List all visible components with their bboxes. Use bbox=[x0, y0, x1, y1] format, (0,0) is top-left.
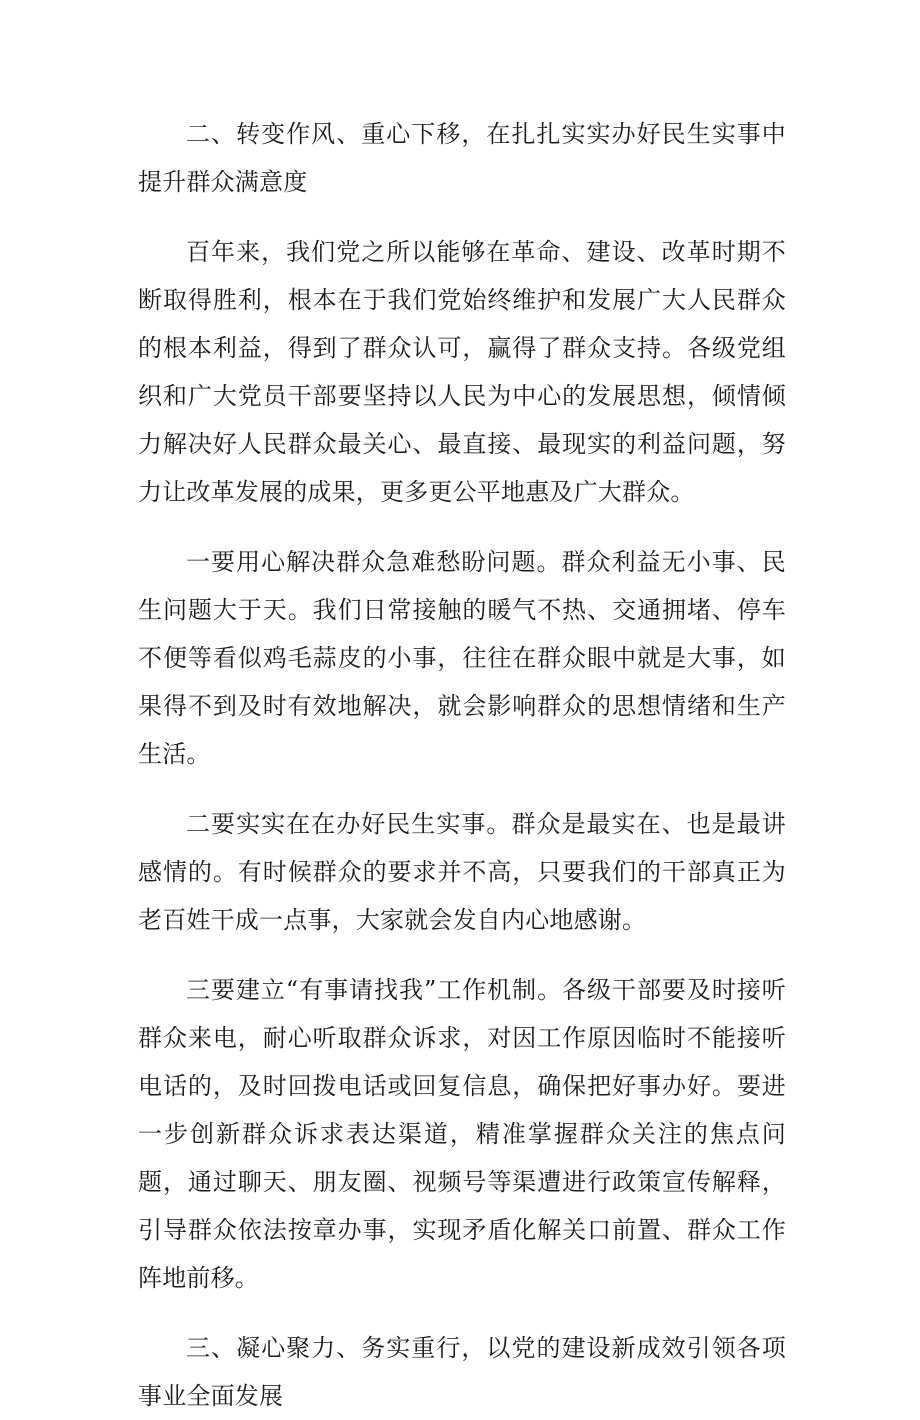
section-heading-3: 三、凝心聚力、务实重行，以党的建设新成效引领各项事业全面发展 bbox=[138, 1334, 786, 1410]
body-paragraph: 百年来，我们党之所以能够在革命、建设、改革时期不断取得胜利，根本在于我们党始终维护和发展广大人民群众的根本利益，得到了群众认可，赢得了群众支持。各级党组织和广大党员干部要坚持以人民为中心的发展思想，倾情倾力解决好人民群众最关心、最直接、最现实的利益问题，努力让改革发展的成果，更多更公平地惠及广大群众。 bbox=[138, 238, 786, 506]
body-paragraph: 二要实实在在办好民生实事。群众是最实在、也是最讲感情的。有时候群众的要求并不高，只要我们的干部真正为老百姓干成一点事，大家就会发自内心地感谢。 bbox=[138, 810, 786, 934]
document-body bbox=[138, 110, 786, 1420]
section-heading-2: 二、转变作风、重心下移，在扎扎实实办好民生实事中提升群众满意度 bbox=[138, 120, 786, 196]
body-paragraph: 三要建立“有事请找我”工作机制。各级干部要及时接听群众来电，耐心听取群众诉求，对因工作原因临时不能接听电话的，及时回拨电话或回复信息，确保把好事办好。要进一步创新群众诉求表达渠道，精准掌握群众关注的焦点问题，通过聊天、朋友圈、视频号等渠遭进行政策宣传解释，引导群众依法按章办事，实现矛盾化解关口前置、群众工作阵地前移。 bbox=[138, 976, 786, 1292]
body-paragraph: 一要用心解决群众急难愁盼问题。群众利益无小事、民生问题大于天。我们日常接触的暖气不热、交通拥堵、停车不便等看似鸡毛蒜皮的小事，往往在群众眼中就是大事，如果得不到及时有效地解决，就会影响群众的思想情绪和生产生活。 bbox=[138, 548, 786, 768]
